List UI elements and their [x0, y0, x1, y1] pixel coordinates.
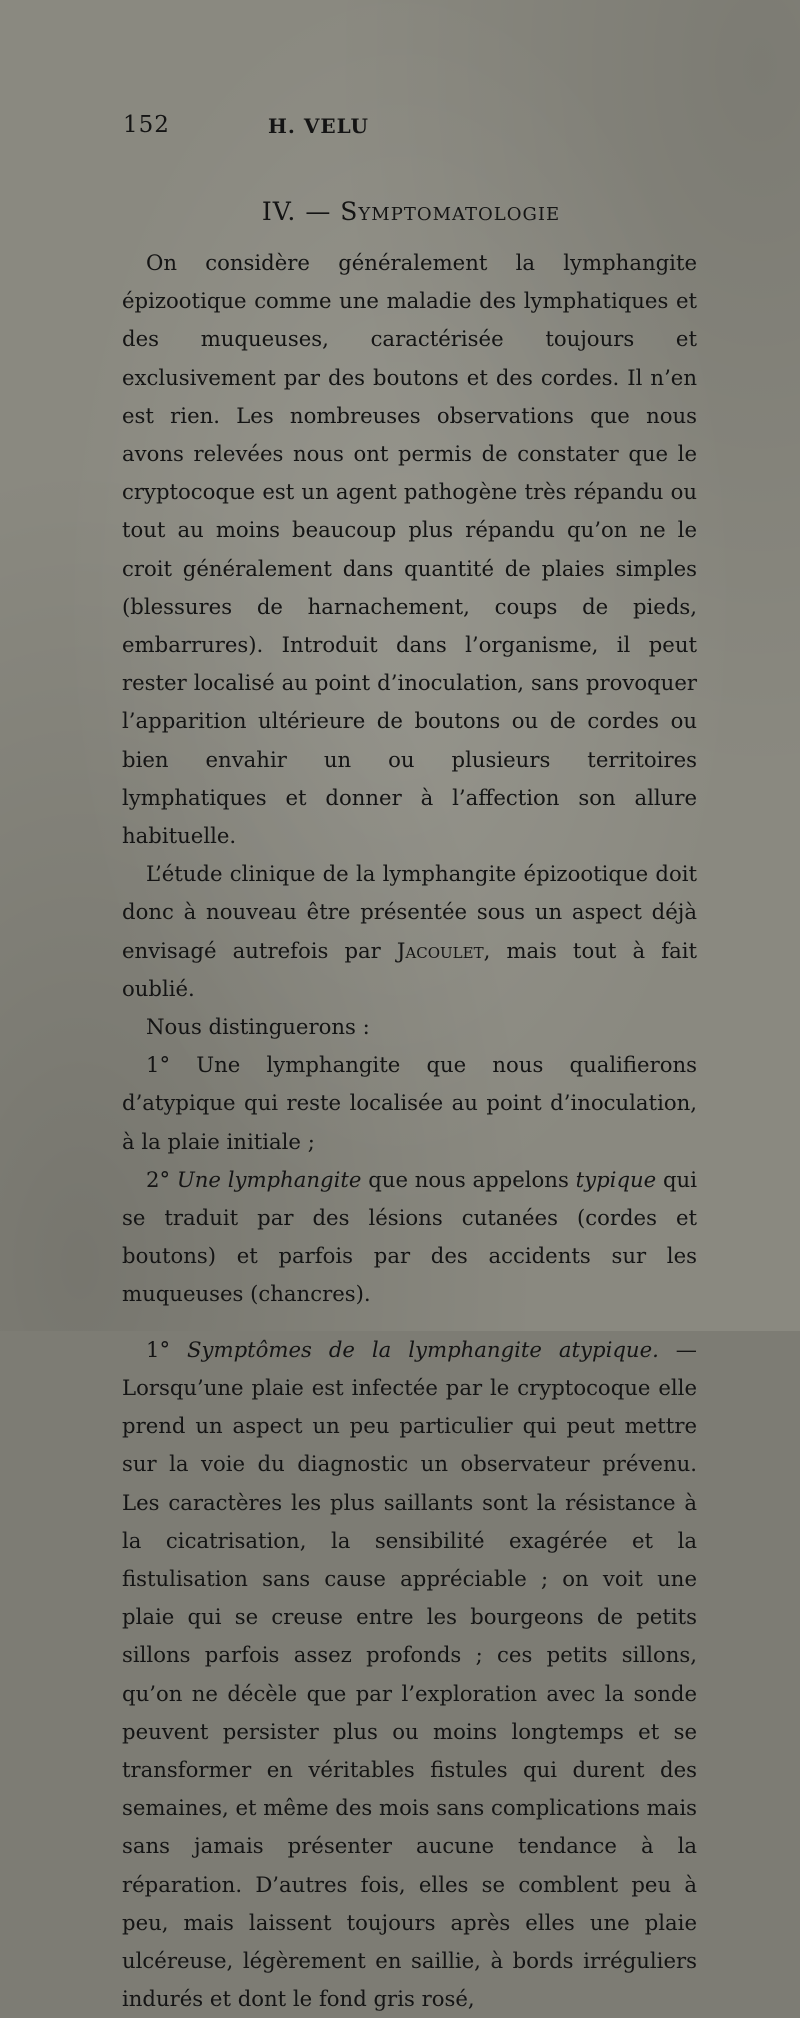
paragraph-distinguish: Nous distinguerons :	[146, 1014, 370, 1040]
paragraph-atypical-symptoms	[122, 1331, 697, 2018]
subsection-title: Symptômes de la lymphangite atypique.	[187, 1336, 659, 1362]
section-heading	[0, 197, 800, 226]
paragraph-clinical-study-text-1: L’étude clinique de la lymphangite épizootique doit donc à nouveau être présentée sous un aspect déjà envisagé autrefois par	[122, 861, 697, 963]
subsection-number: 1°	[146, 1336, 188, 1362]
running-head	[0, 112, 800, 148]
paragraph-clinical-study	[122, 855, 697, 1008]
list-item-typical-keyword: typique	[575, 1166, 657, 1192]
list-item-typical-number: 2°	[146, 1166, 177, 1192]
list-item-typical	[122, 1161, 697, 1314]
list-item-typical-text-1: que nous appelons	[361, 1166, 576, 1192]
running-author: H. VELU	[268, 114, 369, 138]
section-title: Symptomatologie	[340, 197, 561, 226]
subsection-text: — Lorsqu’une plaie est infectée par le cryptocoque elle prend un aspect un peu particulier qui peut mettre sur la voie du diagnostic un observateur prévenu. Les caractères les plus saillants sont la résistance à la cicatrisation, la sensibilité exagérée et la fistulisation sans cause appréciable ; on voit une plaie qui se creuse entre les bourgeons de petits sillons parfois assez profonds ; ces petits sillons, qu’on ne décèle que par l’exploration avec la sonde peuvent persister plus ou moins longtemps et se transformer en véritables fistules qui durent des semaines, et même des mois sans complications mais sans jamais présenter aucune tendance à la réparation. D’autres fois, elles se comblent peu à peu, mais laissent toujours après elles une plaie ulcéreuse, légèrement en saillie, à bords irréguliers indurés et dont le fond gris rosé,	[122, 1336, 697, 2012]
paragraph-clinical-study-text-2: , mais tout à fait oublié.	[122, 937, 697, 1001]
paragraph-intro: On considère généralement la lymphangite épizootique comme une maladie des lymphatiques et des muqueuses, caractérisée toujours et exclusivement par des boutons et des cordes. Il n’en est rien. Les nombreuses observations que nous avons relevées nous ont permis de constater que le cryptocoque est un agent pathogène très répandu ou tout au moins beaucoup plus répandu qu’on ne le croit généralement dans quantité de plaies simples (blessures de harnachement, coups de pieds, embarrures). Introduit dans l’organisme, il peut rester localisé au point d’inoculation, sans provoquer l’apparition ultérieure de boutons ou de cordes ou bien envahir un ou plusieurs territoires lymphatiques et donner à l’affection son allure habituelle.	[122, 250, 697, 849]
body-text	[122, 244, 697, 2018]
page-number: 152	[123, 112, 170, 138]
section-number: IV. —	[261, 197, 341, 226]
list-item-typical-text-2: qui se traduit par des lésions cutanées (cordes et boutons) et parfois par des accidents sur les muqueuses (chancres).	[122, 1166, 697, 1307]
list-item-typical-term: Une lymphangite	[176, 1166, 362, 1192]
author-name-jacoulet: Jacoulet	[396, 937, 484, 963]
list-item-atypical: 1° Une lymphangite que nous qualifierons d’atypique qui reste localisée au point d’inoculation, à la plaie initiale ;	[122, 1052, 697, 1154]
